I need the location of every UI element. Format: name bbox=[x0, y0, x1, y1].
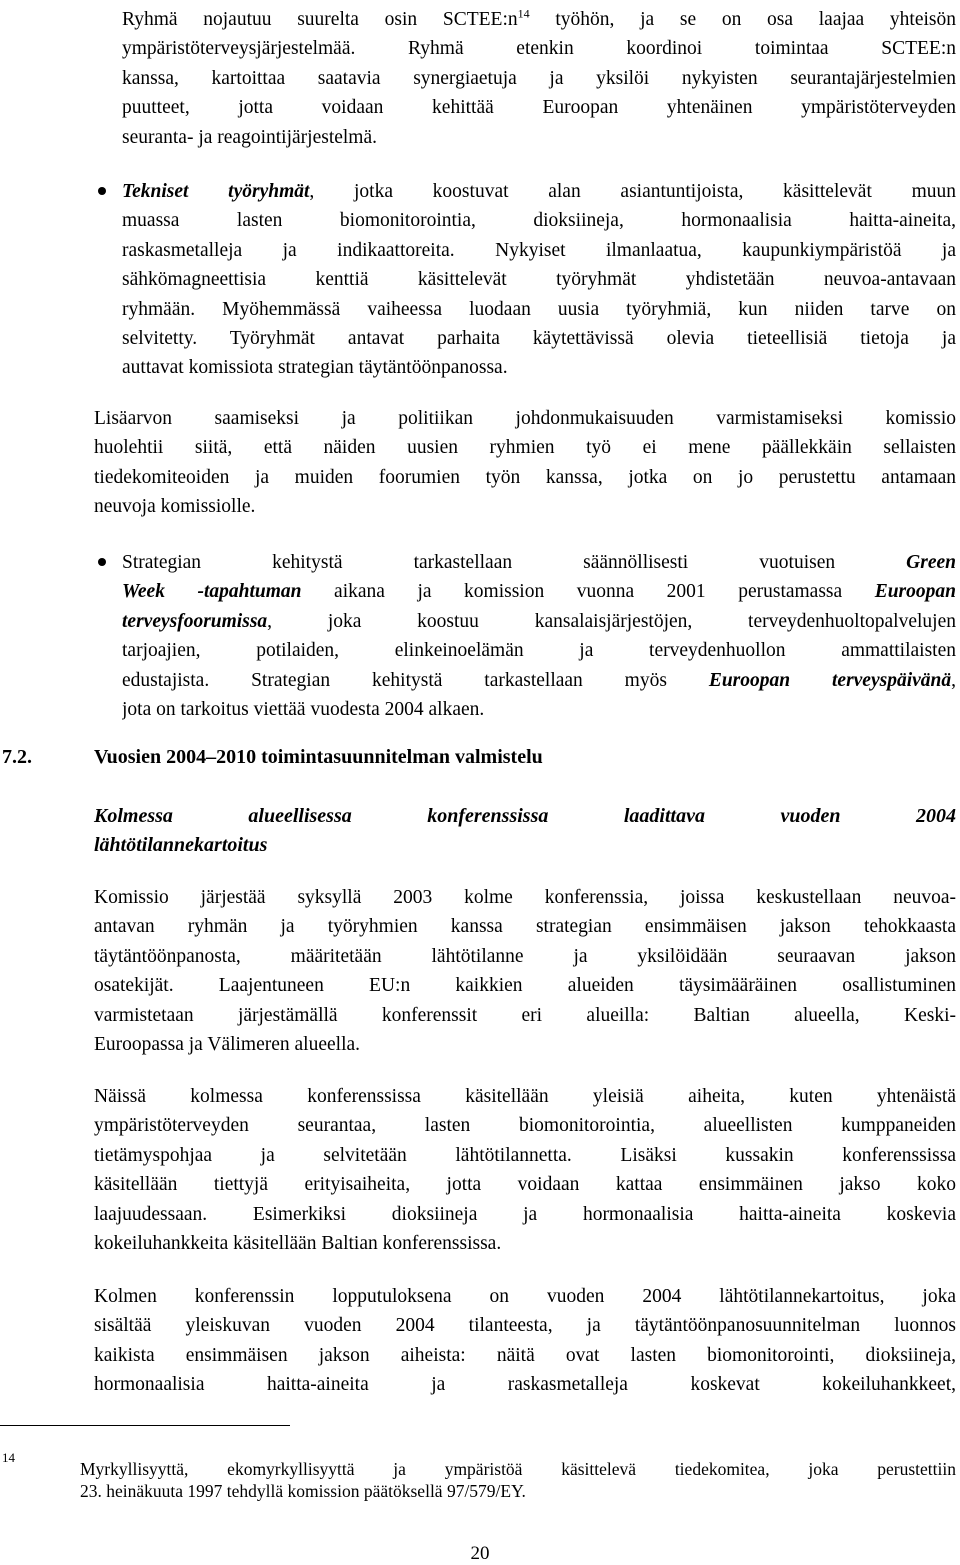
text-line: selvitetty. Työryhmät antavat parhaita käytettävissä olevia tieteellisiä tietoja ja bbox=[122, 327, 956, 349]
emphasis-term: Week -tapahtuman bbox=[122, 581, 302, 603]
text-line: Komissio järjestää syksyllä 2003 kolme konferenssia, joissa keskustellaan neuvoa- bbox=[94, 887, 956, 908]
paragraph-conferences bbox=[94, 883, 956, 1059]
text-line: varmistetaan järjestämällä konferenssit eri alueilla: Baltian alueella, Keski- bbox=[94, 1004, 956, 1026]
text-line: kokeiluhankkeita käsitellään Baltian konferenssissa. bbox=[94, 1232, 502, 1254]
text-line: auttavat komissiota strategian täytäntöönpanossa. bbox=[122, 357, 508, 379]
bullet-strategy-review bbox=[122, 548, 956, 724]
text-line: Lisäarvon saamiseksi ja politiikan johdonmukaisuuden varmistamiseksi komissio bbox=[94, 408, 956, 429]
text-line: ympäristöterveyden seurantaa, lasten biomonitorointia, alueellisten kumppaneiden bbox=[94, 1115, 956, 1137]
footnote-line: Myrkyllisyyttä, ekomyrkyllisyyttä ja ympäristöä käsittelevä tiedekomitea, joka perustettiin bbox=[80, 1459, 956, 1479]
text-line: osatekijät. Laajentuneen EU:n kaikkien alueiden täysimääräinen osallistuminen bbox=[94, 975, 956, 997]
section-number: 7.2. bbox=[2, 746, 32, 768]
footnote-divider bbox=[0, 1425, 290, 1426]
text-line: tarjoajien, potilaiden, elinkeinoelämän ja terveydenhuollon ammattilaisten bbox=[122, 640, 956, 662]
emphasis-term: Euroopan terveyspäivänä bbox=[708, 669, 952, 691]
emphasis-term: Euroopan bbox=[874, 581, 956, 603]
text-line: muassa lasten biomonitorointia, dioksiineja, hormonaalisia haitta-aineita, bbox=[122, 210, 956, 232]
text-line: raskasmetalleja ja indikaattoreita. Nykyiset ilmanlaatua, kaupunkiympäristöä ja bbox=[122, 239, 956, 261]
text-line: täytäntöönpanosta, määritetään lähtötilanne ja yksilöidään seuraavan jakson bbox=[94, 945, 956, 967]
subheading-line: Kolmessa alueellisessa konferenssissa laadittava vuoden 2004 bbox=[94, 805, 956, 827]
text-line: sisältää yleiskuvan vuoden 2004 tilanteesta, ja täytäntöönpanosuunnitelman luonnos bbox=[94, 1315, 956, 1337]
text-line: ympäristöterveysjärjestelmää. Ryhmä etenkin koordinoi toimintaa SCTEE:n bbox=[122, 38, 956, 60]
paragraph-conference-topics bbox=[94, 1082, 956, 1258]
emphasis-term: Green bbox=[906, 552, 956, 573]
subheading-line: lähtötilannekartoitus bbox=[94, 834, 268, 856]
bullet-technical-working-groups bbox=[122, 177, 956, 383]
text-line: neuvoja komissiolle. bbox=[94, 496, 256, 518]
text-line: edustajista. Strategian kehitystä tarkastellaan myös Euroopan terveyspäivänä, bbox=[122, 669, 956, 691]
text-line: tietämyspohjaa ja selvitetään lähtötilannetta. Lisäksi kussakin konferenssissa bbox=[94, 1144, 956, 1166]
emphasis-term: terveysfoorumissa bbox=[122, 610, 268, 632]
footnote-text bbox=[80, 1458, 956, 1502]
subsection-heading bbox=[94, 802, 956, 860]
text-line: Kolmen konferenssin lopputuloksena on vuoden 2004 lähtötilannekartoitus, joka bbox=[94, 1286, 956, 1307]
page-number: 20 bbox=[470, 1543, 490, 1564]
footnote-mark: 14 bbox=[2, 1450, 15, 1465]
text-line: tiedekomiteoiden ja muiden foorumien työn kanssa, jotka on jo perustettu antamaan bbox=[94, 466, 956, 488]
text-line: sähkömagneettisia kenttiä käsittelevät työryhmät yhdistetään neuvoa-antavaan bbox=[122, 269, 956, 291]
bullet-icon bbox=[98, 558, 106, 566]
text-line: puutteet, jotta voidaan kehittää Euroopan yhtenäinen ympäristöterveyden bbox=[122, 97, 956, 119]
text-line: seuranta- ja reagointijärjestelmä. bbox=[122, 126, 378, 148]
text-line: kanssa, kartoittaa saatavia synergiaetuja ja yksilöi nykyisten seurantajärjestelmien bbox=[122, 67, 956, 89]
text-line: Strategian kehitystä tarkastellaan säännöllisesti vuotuisen Green bbox=[122, 552, 956, 573]
text-line: käsitellään tiettyjä erityisaiheita, jotta voidaan kattaa ensimmäinen jakso koko bbox=[94, 1174, 956, 1196]
text-line: jota on tarkoitus viettää vuodesta 2004 alkaen. bbox=[122, 698, 485, 720]
paragraph-conference-outcome bbox=[94, 1282, 956, 1400]
text-line: laajuudessaan. Esimerkiksi dioksiineja ja hormonaalisia haitta-aineita koskevia bbox=[94, 1203, 956, 1225]
text-line: Tekniset työryhmät, jotka koostuvat alan asiantuntijoista, käsittelevät muun bbox=[122, 181, 956, 202]
section-title: Vuosien 2004–2010 toimintasuunnitelman valmistelu bbox=[94, 746, 543, 768]
text-line: Euroopassa ja Välimeren alueella. bbox=[94, 1033, 361, 1055]
text-line: Week -tapahtuman aikana ja komission vuonna 2001 perustamassa Euroopan bbox=[122, 581, 956, 603]
footnote-reference[interactable]: 14 bbox=[517, 6, 530, 21]
emphasis-term: Tekniset työryhmät bbox=[122, 181, 310, 202]
text-line: Ryhmä nojautuu suurelta osin $SCTEE:n^{14}$ työhön, ja se on osa laajaa yhteisön bbox=[122, 6, 956, 30]
text-line: Näissä kolmessa konferenssissa käsitellään yleisiä aiheita, kuten yhtenäistä bbox=[94, 1086, 956, 1107]
text-line: terveysfoorumissa, joka koostuu kansalaisjärjestöjen, terveydenhuoltopalvelujen bbox=[122, 610, 956, 632]
text-line: hormonaalisia haitta-aineita ja raskasmetalleja koskevat kokeiluhankkeet, bbox=[94, 1374, 956, 1396]
footnote-line: 23. heinäkuuta 1997 tehdyllä komission päätöksellä 97/579/EY. bbox=[80, 1481, 526, 1501]
text-line: ryhmään. Myöhemmässä vaiheessa luodaan uusia työryhmiä, kun niiden tarve on bbox=[122, 298, 956, 320]
text-line: huolehtii siitä, että näiden uusien ryhmien työ ei mene päällekkäin sellaisten bbox=[94, 437, 956, 459]
bullet-icon bbox=[98, 187, 106, 195]
text-line: kaikista ensimmäisen jakson aiheista: näitä ovat lasten biomonitorointi, dioksiineja, bbox=[94, 1344, 956, 1366]
text-line: antavan ryhmän ja työryhmien kanssa strategian ensimmäisen jakson tehokkaasta bbox=[94, 916, 956, 938]
intro-paragraph bbox=[122, 5, 956, 152]
paragraph-added-value bbox=[94, 404, 956, 522]
